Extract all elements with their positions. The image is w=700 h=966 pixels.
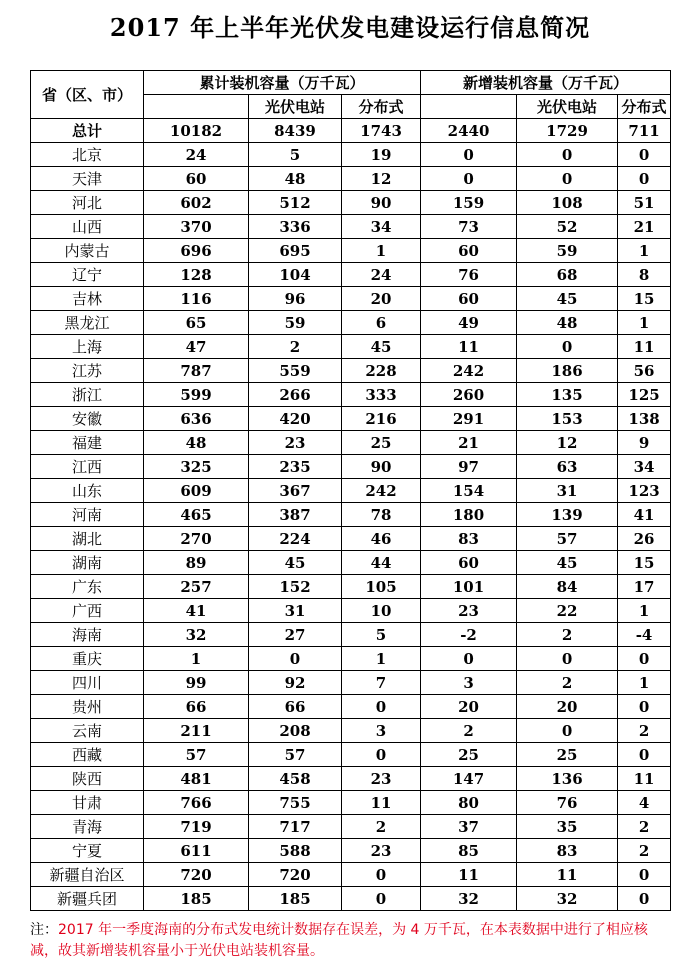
table-cell: 47 xyxy=(144,335,249,359)
table-cell: 599 xyxy=(144,383,249,407)
table-cell: 138 xyxy=(618,407,671,431)
table-cell: 159 xyxy=(421,191,517,215)
table-cell: 108 xyxy=(517,191,618,215)
table-cell: 180 xyxy=(421,503,517,527)
table-cell: 116 xyxy=(144,287,249,311)
row-label: 内蒙古 xyxy=(31,239,144,263)
table-cell: 56 xyxy=(618,359,671,383)
table-cell: 48 xyxy=(144,431,249,455)
header-region: 省（区、市） xyxy=(31,71,144,119)
table-cell: 60 xyxy=(421,239,517,263)
table-cell: 235 xyxy=(249,455,342,479)
table-cell: 2 xyxy=(517,671,618,695)
table-cell: 242 xyxy=(342,479,421,503)
table-cell: 0 xyxy=(618,695,671,719)
row-label: 广东 xyxy=(31,575,144,599)
table-cell: 12 xyxy=(342,167,421,191)
table-cell: 46 xyxy=(342,527,421,551)
table-cell: 0 xyxy=(342,887,421,911)
row-label: 宁夏 xyxy=(31,839,144,863)
table-cell: 1 xyxy=(342,647,421,671)
table-cell: 609 xyxy=(144,479,249,503)
table-cell: 0 xyxy=(342,695,421,719)
table-cell: 10 xyxy=(342,599,421,623)
table-cell: 66 xyxy=(144,695,249,719)
table-cell: 2 xyxy=(517,623,618,647)
row-label: 江苏 xyxy=(31,359,144,383)
table-cell: 1 xyxy=(618,239,671,263)
table-row xyxy=(31,887,671,911)
table-cell: 0 xyxy=(421,143,517,167)
table-cell: 720 xyxy=(249,863,342,887)
table-cell: 0 xyxy=(421,647,517,671)
table-cell: 76 xyxy=(517,791,618,815)
table-cell: 8439 xyxy=(249,119,342,143)
row-label: 陕西 xyxy=(31,767,144,791)
table-cell: 26 xyxy=(618,527,671,551)
table-row xyxy=(31,191,671,215)
table-cell: 2440 xyxy=(421,119,517,143)
table-row xyxy=(31,455,671,479)
table-cell: 228 xyxy=(342,359,421,383)
table-cell: 216 xyxy=(342,407,421,431)
table-cell: 1 xyxy=(618,311,671,335)
table-cell: 755 xyxy=(249,791,342,815)
table-cell: 2 xyxy=(342,815,421,839)
table-cell: -4 xyxy=(618,623,671,647)
table-cell: 152 xyxy=(249,575,342,599)
table-cell: 2 xyxy=(618,719,671,743)
table-cell: 99 xyxy=(144,671,249,695)
table-cell: 1743 xyxy=(342,119,421,143)
table-row xyxy=(31,383,671,407)
table-cell: 97 xyxy=(421,455,517,479)
table-row xyxy=(31,359,671,383)
page-title: 2017 年上半年光伏发电建设运行信息简况 xyxy=(109,13,591,42)
table-cell: 11 xyxy=(421,863,517,887)
table-cell: 20 xyxy=(421,695,517,719)
table-cell: 147 xyxy=(421,767,517,791)
table-row-total xyxy=(31,119,671,143)
table-cell: 37 xyxy=(421,815,517,839)
table-cell: 48 xyxy=(249,167,342,191)
table-cell: 387 xyxy=(249,503,342,527)
row-label: 吉林 xyxy=(31,287,144,311)
table-cell: 60 xyxy=(421,551,517,575)
table-cell: 60 xyxy=(421,287,517,311)
table-cell: 15 xyxy=(618,551,671,575)
table-cell: 2 xyxy=(249,335,342,359)
table-cell: 123 xyxy=(618,479,671,503)
table-cell: 80 xyxy=(421,791,517,815)
table-cell: 49 xyxy=(421,311,517,335)
table-cell: 559 xyxy=(249,359,342,383)
table-cell: 696 xyxy=(144,239,249,263)
row-label: 辽宁 xyxy=(31,263,144,287)
row-label: 新疆兵团 xyxy=(31,887,144,911)
table-cell: 25 xyxy=(342,431,421,455)
row-label: 安徽 xyxy=(31,407,144,431)
table-row xyxy=(31,719,671,743)
row-label: 河北 xyxy=(31,191,144,215)
row-label: 福建 xyxy=(31,431,144,455)
table-row xyxy=(31,431,671,455)
table-cell: 333 xyxy=(342,383,421,407)
table-cell: 9 xyxy=(618,431,671,455)
table-cell: 125 xyxy=(618,383,671,407)
table-row xyxy=(31,767,671,791)
row-label: 河南 xyxy=(31,503,144,527)
row-label: 西藏 xyxy=(31,743,144,767)
table-cell: 35 xyxy=(517,815,618,839)
table-cell: 96 xyxy=(249,287,342,311)
table-cell: 23 xyxy=(342,839,421,863)
table-cell: 5 xyxy=(342,623,421,647)
header-new-empty xyxy=(421,95,517,119)
table-cell: 89 xyxy=(144,551,249,575)
header-new-pv-station: 光伏电站 xyxy=(517,95,618,119)
header-cumulative: 累计装机容量（万千瓦） xyxy=(144,71,421,95)
table-cell: 185 xyxy=(249,887,342,911)
table-cell: 370 xyxy=(144,215,249,239)
table-cell: 52 xyxy=(517,215,618,239)
table-cell: 65 xyxy=(144,311,249,335)
table-cell: 66 xyxy=(249,695,342,719)
footnote-text: 2017 年一季度海南的分布式发电统计数据存在误差，为 4 万千瓦，在本表数据中进行了相应核减，故其新增装机容量小于光伏电站装机容量。 xyxy=(30,922,648,959)
table-cell: 11 xyxy=(517,863,618,887)
table-cell: 20 xyxy=(342,287,421,311)
table-cell: 41 xyxy=(618,503,671,527)
table-cell: 325 xyxy=(144,455,249,479)
table-cell: 602 xyxy=(144,191,249,215)
table-cell: 83 xyxy=(517,839,618,863)
table-cell: 0 xyxy=(517,647,618,671)
row-label: 北京 xyxy=(31,143,144,167)
table-cell: 19 xyxy=(342,143,421,167)
table-cell: 15 xyxy=(618,287,671,311)
table-cell: 59 xyxy=(249,311,342,335)
table-row xyxy=(31,599,671,623)
table-cell: 0 xyxy=(517,143,618,167)
table-cell: 23 xyxy=(342,767,421,791)
table-cell: 257 xyxy=(144,575,249,599)
table-row xyxy=(31,263,671,287)
table-cell: 0 xyxy=(618,743,671,767)
table-cell: 20 xyxy=(517,695,618,719)
table-cell: 90 xyxy=(342,191,421,215)
table-cell: 211 xyxy=(144,719,249,743)
table-row xyxy=(31,647,671,671)
header-cumulative-empty xyxy=(144,95,249,119)
row-label: 青海 xyxy=(31,815,144,839)
table-cell: 717 xyxy=(249,815,342,839)
table-cell: 720 xyxy=(144,863,249,887)
table-cell: 8 xyxy=(618,263,671,287)
table-cell: 23 xyxy=(249,431,342,455)
table-row xyxy=(31,623,671,647)
table-cell: 25 xyxy=(517,743,618,767)
table-cell: 2 xyxy=(421,719,517,743)
row-label: 天津 xyxy=(31,167,144,191)
table-cell: 270 xyxy=(144,527,249,551)
table-row xyxy=(31,143,671,167)
table-row xyxy=(31,311,671,335)
table-cell: 186 xyxy=(517,359,618,383)
row-label: 浙江 xyxy=(31,383,144,407)
row-label: 上海 xyxy=(31,335,144,359)
row-label: 海南 xyxy=(31,623,144,647)
table-cell: -2 xyxy=(421,623,517,647)
table-cell: 34 xyxy=(618,455,671,479)
table-cell: 32 xyxy=(517,887,618,911)
row-label: 黑龙江 xyxy=(31,311,144,335)
table-cell: 41 xyxy=(144,599,249,623)
table-cell: 11 xyxy=(342,791,421,815)
row-label: 山东 xyxy=(31,479,144,503)
table-cell: 7 xyxy=(342,671,421,695)
table-cell: 101 xyxy=(421,575,517,599)
row-label: 甘肃 xyxy=(31,791,144,815)
table-cell: 5 xyxy=(249,143,342,167)
table-cell: 92 xyxy=(249,671,342,695)
table-cell: 0 xyxy=(618,863,671,887)
table-cell: 84 xyxy=(517,575,618,599)
table-cell: 48 xyxy=(517,311,618,335)
table-cell: 266 xyxy=(249,383,342,407)
table-cell: 2 xyxy=(618,815,671,839)
row-label: 重庆 xyxy=(31,647,144,671)
table-row xyxy=(31,695,671,719)
table-cell: 17 xyxy=(618,575,671,599)
table-cell: 0 xyxy=(618,647,671,671)
table-cell: 27 xyxy=(249,623,342,647)
table-cell: 1 xyxy=(342,239,421,263)
table-cell: 224 xyxy=(249,527,342,551)
table-cell: 24 xyxy=(342,263,421,287)
table-cell: 32 xyxy=(144,623,249,647)
table-cell: 57 xyxy=(517,527,618,551)
row-label: 新疆自治区 xyxy=(31,863,144,887)
table-cell: 588 xyxy=(249,839,342,863)
table-row xyxy=(31,743,671,767)
table-cell: 0 xyxy=(618,167,671,191)
table-row xyxy=(31,527,671,551)
table-cell: 11 xyxy=(421,335,517,359)
table-cell: 44 xyxy=(342,551,421,575)
table-row xyxy=(31,287,671,311)
table-row xyxy=(31,503,671,527)
table-cell: 611 xyxy=(144,839,249,863)
table-cell: 0 xyxy=(517,719,618,743)
table-cell: 135 xyxy=(517,383,618,407)
table-cell: 367 xyxy=(249,479,342,503)
table-cell: 24 xyxy=(144,143,249,167)
table-cell: 11 xyxy=(618,335,671,359)
table-cell: 57 xyxy=(144,743,249,767)
table-row xyxy=(31,215,671,239)
row-label: 四川 xyxy=(31,671,144,695)
table-cell: 25 xyxy=(421,743,517,767)
table-cell: 23 xyxy=(421,599,517,623)
table-cell: 0 xyxy=(618,143,671,167)
row-label: 云南 xyxy=(31,719,144,743)
table-cell: 139 xyxy=(517,503,618,527)
table-row xyxy=(31,167,671,191)
row-label: 山西 xyxy=(31,215,144,239)
table-row xyxy=(31,815,671,839)
table-cell: 4 xyxy=(618,791,671,815)
table-cell: 51 xyxy=(618,191,671,215)
table-cell: 260 xyxy=(421,383,517,407)
table-cell: 711 xyxy=(618,119,671,143)
table-cell: 6 xyxy=(342,311,421,335)
table-row xyxy=(31,551,671,575)
table-cell: 45 xyxy=(517,287,618,311)
header-cumulative-distributed: 分布式 xyxy=(342,95,421,119)
table-cell: 136 xyxy=(517,767,618,791)
table-cell: 57 xyxy=(249,743,342,767)
row-label: 江西 xyxy=(31,455,144,479)
table-cell: 83 xyxy=(421,527,517,551)
row-label: 湖南 xyxy=(31,551,144,575)
table-cell: 1 xyxy=(618,599,671,623)
table-cell: 21 xyxy=(618,215,671,239)
table-cell: 31 xyxy=(249,599,342,623)
table-cell: 0 xyxy=(517,167,618,191)
table-cell: 3 xyxy=(421,671,517,695)
table-cell: 78 xyxy=(342,503,421,527)
table-row xyxy=(31,791,671,815)
table-cell: 0 xyxy=(342,743,421,767)
table-cell: 22 xyxy=(517,599,618,623)
table-row xyxy=(31,479,671,503)
row-label: 广西 xyxy=(31,599,144,623)
table-cell: 153 xyxy=(517,407,618,431)
table-cell: 10182 xyxy=(144,119,249,143)
table-cell: 34 xyxy=(342,215,421,239)
table-row xyxy=(31,671,671,695)
table-row xyxy=(31,239,671,263)
table-cell: 68 xyxy=(517,263,618,287)
table-cell: 31 xyxy=(517,479,618,503)
table-cell: 420 xyxy=(249,407,342,431)
table-row xyxy=(31,575,671,599)
table-cell: 1729 xyxy=(517,119,618,143)
table-cell: 0 xyxy=(421,167,517,191)
table-cell: 3 xyxy=(342,719,421,743)
table-row xyxy=(31,839,671,863)
table-cell: 45 xyxy=(517,551,618,575)
table-cell: 45 xyxy=(249,551,342,575)
pv-capacity-table xyxy=(30,70,671,911)
table-cell: 512 xyxy=(249,191,342,215)
table-cell: 766 xyxy=(144,791,249,815)
row-label: 总计 xyxy=(31,119,144,143)
table-cell: 336 xyxy=(249,215,342,239)
table-cell: 45 xyxy=(342,335,421,359)
table-cell: 105 xyxy=(342,575,421,599)
header-new-distributed: 分布式 xyxy=(618,95,671,119)
table-cell: 128 xyxy=(144,263,249,287)
table-cell: 12 xyxy=(517,431,618,455)
row-label: 湖北 xyxy=(31,527,144,551)
table-cell: 0 xyxy=(517,335,618,359)
table-cell: 465 xyxy=(144,503,249,527)
footnote xyxy=(30,920,670,962)
table-cell: 104 xyxy=(249,263,342,287)
table-cell: 60 xyxy=(144,167,249,191)
table-row xyxy=(31,863,671,887)
table-cell: 63 xyxy=(517,455,618,479)
table-cell: 719 xyxy=(144,815,249,839)
table-cell: 787 xyxy=(144,359,249,383)
table-cell: 90 xyxy=(342,455,421,479)
table-cell: 291 xyxy=(421,407,517,431)
header-new-added: 新增装机容量（万千瓦） xyxy=(421,71,671,95)
table-cell: 636 xyxy=(144,407,249,431)
table-cell: 73 xyxy=(421,215,517,239)
table-cell: 11 xyxy=(618,767,671,791)
table-cell: 2 xyxy=(618,839,671,863)
table-row xyxy=(31,335,671,359)
table-cell: 154 xyxy=(421,479,517,503)
footnote-prefix: 注： xyxy=(30,922,58,938)
table-cell: 76 xyxy=(421,263,517,287)
table-cell: 1 xyxy=(144,647,249,671)
table-row xyxy=(31,407,671,431)
table-cell: 0 xyxy=(342,863,421,887)
table-cell: 185 xyxy=(144,887,249,911)
table-cell: 481 xyxy=(144,767,249,791)
table-cell: 85 xyxy=(421,839,517,863)
table-cell: 695 xyxy=(249,239,342,263)
table-cell: 0 xyxy=(618,887,671,911)
table-cell: 1 xyxy=(618,671,671,695)
header-cumulative-pv-station: 光伏电站 xyxy=(249,95,342,119)
table-cell: 32 xyxy=(421,887,517,911)
row-label: 贵州 xyxy=(31,695,144,719)
table-cell: 21 xyxy=(421,431,517,455)
table-cell: 59 xyxy=(517,239,618,263)
table-cell: 0 xyxy=(249,647,342,671)
table-cell: 458 xyxy=(249,767,342,791)
table-cell: 242 xyxy=(421,359,517,383)
table-cell: 208 xyxy=(249,719,342,743)
